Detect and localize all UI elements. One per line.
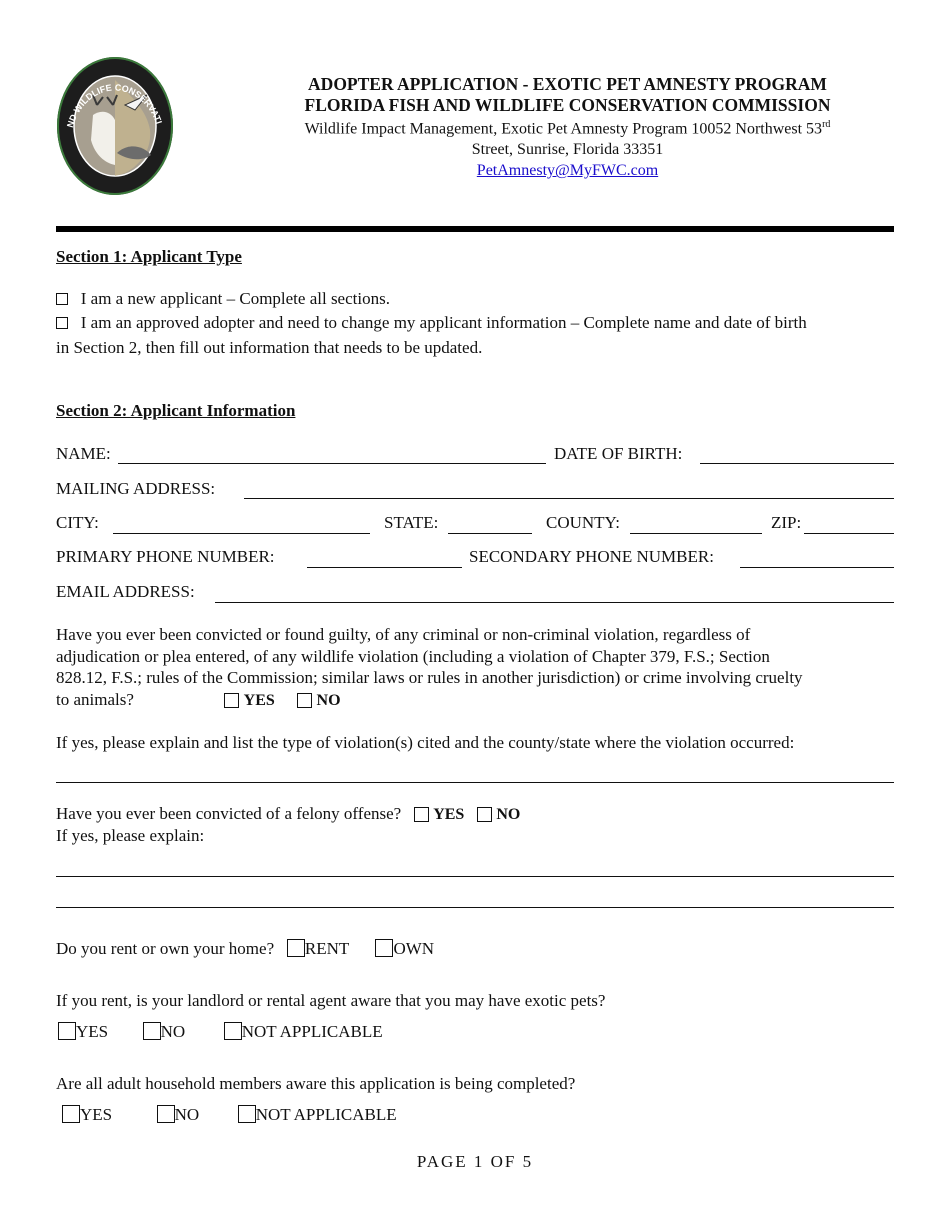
primary-phone-field[interactable] xyxy=(307,567,462,568)
felony-no-checkbox[interactable] xyxy=(477,807,492,822)
option-approved-adopter-cont: in Section 2, then fill out information that needs to be updated. xyxy=(56,338,483,357)
secondary-phone-label: SECONDARY PHONE NUMBER: xyxy=(469,547,714,566)
svg-text:FLORIDA FISH AND WILDLIFE CONS: ND WILDLIFE CONSERVATI xyxy=(64,82,164,129)
secondary-phone-field[interactable] xyxy=(740,567,894,568)
zip-field[interactable] xyxy=(804,533,894,534)
wildlife-explain-field[interactable] xyxy=(56,782,894,783)
primary-phone-label: PRIMARY PHONE NUMBER: xyxy=(56,547,275,566)
dob-label: DATE OF BIRTH: xyxy=(554,444,683,463)
document-header xyxy=(250,74,885,182)
landlord-no-checkbox[interactable] xyxy=(143,1022,161,1040)
own-checkbox[interactable] xyxy=(375,939,393,957)
felony-explain-field-2[interactable] xyxy=(56,907,894,908)
agency-name: FLORIDA FISH AND WILDLIFE CONSERVATION COMMISSION xyxy=(304,94,831,115)
contact-email-link[interactable]: PetAmnesty@MyFWC.com xyxy=(476,162,659,180)
state-label: STATE: xyxy=(384,513,439,532)
landlord-na-checkbox[interactable] xyxy=(224,1022,242,1040)
section1-title: Section 1: Applicant Type xyxy=(56,247,242,266)
wildlife-violation-question: Have you ever been convicted or found guilty, of any criminal or non-criminal violation, regardless of adjudication or plea entered, of any wildlife violation (including a violation of Chapter 379, F.S.; Section 828.12, F.S.; rules of the Commission; similar laws or rules in another jurisdiction) or crime involving cruelty to animals? YES NO xyxy=(56,625,803,709)
agency-address-line1: Wildlife Impact Management, Exotic Pet Amnesty Program 10052 Northwest 53rd xyxy=(304,119,831,138)
approved-adopter-checkbox[interactable] xyxy=(56,317,68,329)
dob-field[interactable] xyxy=(700,463,894,464)
county-label: COUNTY: xyxy=(546,513,620,532)
wildlife-explain-label: If yes, please explain and list the type of violation(s) cited and the county/state where the violation occurred: xyxy=(56,733,795,752)
landlord-yes-checkbox[interactable] xyxy=(58,1022,76,1040)
home-ownership-question: Do you rent or own your home? RENT OWN xyxy=(56,939,435,958)
header-divider xyxy=(56,226,894,232)
felony-yes-checkbox[interactable] xyxy=(414,807,429,822)
agency-address-line2: Street, Sunrise, Florida 33351 xyxy=(471,140,664,158)
household-options: YES NO NOT APPLICABLE xyxy=(62,1105,397,1125)
name-field[interactable] xyxy=(118,463,546,464)
rent-checkbox[interactable] xyxy=(287,939,305,957)
document-title: ADOPTER APPLICATION - EXOTIC PET AMNESTY PROGRAM xyxy=(308,74,827,94)
felony-explain-label: If yes, please explain: xyxy=(56,826,205,845)
zip-label: ZIP: xyxy=(771,513,802,532)
household-na-checkbox[interactable] xyxy=(238,1105,256,1123)
household-yes-checkbox[interactable] xyxy=(62,1105,80,1123)
mailing-address-field[interactable] xyxy=(244,498,894,499)
name-label: NAME: xyxy=(56,444,111,463)
household-question: Are all adult household members aware this application is being completed? xyxy=(56,1074,576,1093)
wildlife-no-checkbox[interactable] xyxy=(297,693,312,708)
option-approved-adopter: I am an approved adopter and need to change my applicant information – Complete name and date of birth xyxy=(56,313,807,333)
county-field[interactable] xyxy=(630,533,762,534)
felony-explain-field-1[interactable] xyxy=(56,876,894,877)
option-new-applicant: I am a new applicant – Complete all sections. xyxy=(56,289,390,309)
state-field[interactable] xyxy=(448,533,532,534)
mailing-address-label: MAILING ADDRESS: xyxy=(56,479,216,498)
household-no-checkbox[interactable] xyxy=(157,1105,175,1123)
city-field[interactable] xyxy=(113,533,370,534)
landlord-options: YES NO NOT APPLICABLE xyxy=(58,1022,383,1042)
new-applicant-checkbox[interactable] xyxy=(56,293,68,305)
city-label: CITY: xyxy=(56,513,99,532)
page-number: PAGE 1 OF 5 xyxy=(416,1152,534,1171)
email-field[interactable] xyxy=(215,602,894,603)
email-label: EMAIL ADDRESS: xyxy=(56,582,195,601)
landlord-question: If you rent, is your landlord or rental agent aware that you may have exotic pets? xyxy=(56,991,606,1010)
felony-question: Have you ever been convicted of a felony offense? YES NO xyxy=(56,804,521,823)
section2-title: Section 2: Applicant Information xyxy=(56,401,296,420)
wildlife-yes-checkbox[interactable] xyxy=(224,693,239,708)
fwc-seal-logo xyxy=(55,55,175,197)
